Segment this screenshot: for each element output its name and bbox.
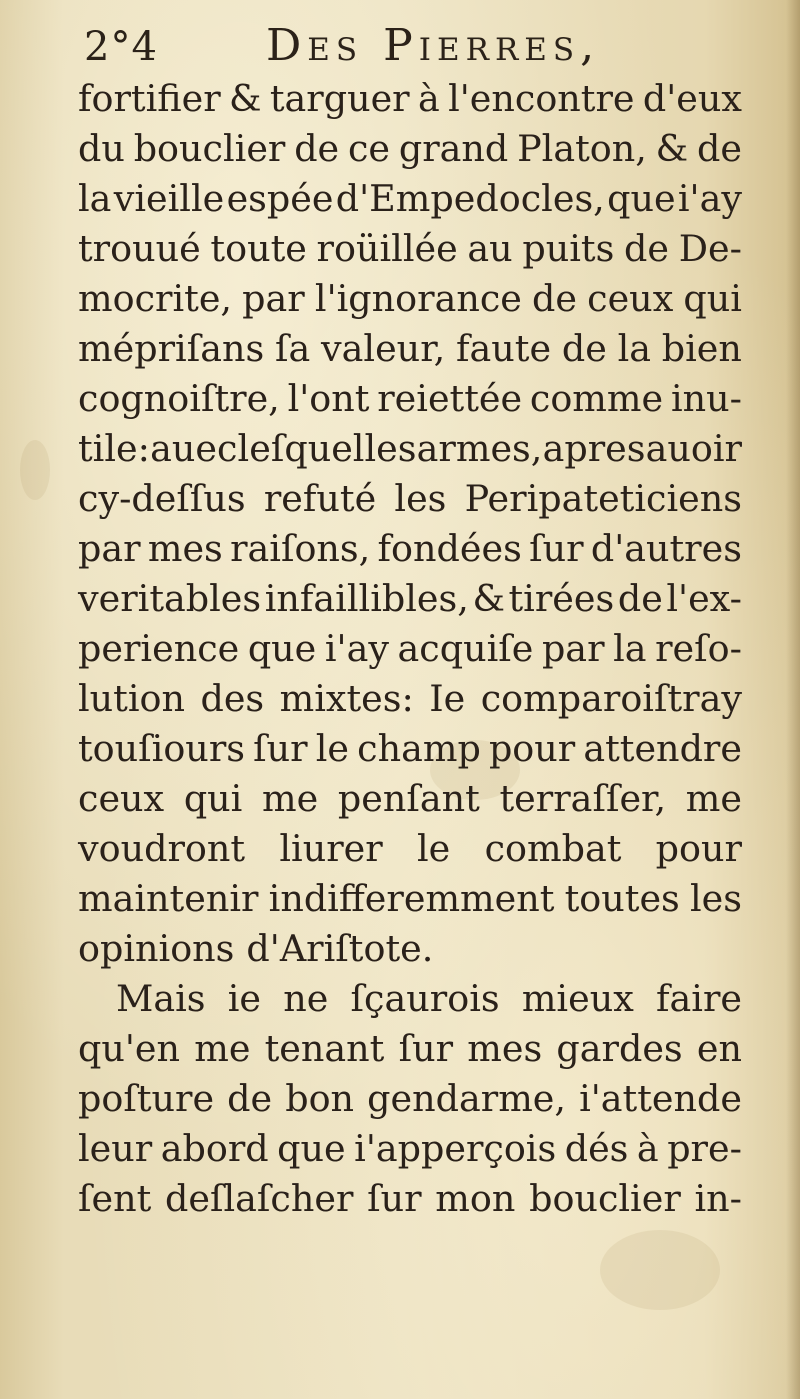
word: à [636,1127,659,1170]
word: mocrite, [78,277,233,320]
word: Ie [429,677,466,720]
word: tile: [78,427,150,470]
word: ne [283,977,329,1020]
word: champ [357,727,481,770]
word: bouclier [529,1177,681,1220]
word: opinions [78,927,235,970]
word: deſlaſcher [165,1177,354,1220]
text-line [78,524,742,574]
word: pour [655,827,742,870]
word: que [607,177,676,220]
word: veritables [78,577,262,620]
text-line [78,74,742,124]
word: Mais [116,977,206,1020]
text-line [78,474,742,524]
text-line [78,124,742,174]
word: touſiours [78,727,245,770]
word: trouué [78,227,201,270]
word: des [200,677,265,720]
word: me [262,777,319,820]
word: toute [210,227,307,270]
word: de [624,227,670,270]
word: attendre [583,727,742,770]
word: maintenir [78,877,259,920]
word: par [78,527,141,570]
word: l'ex- [666,577,742,620]
text-line [78,874,742,924]
word: bon [285,1077,355,1120]
word: acquiſe [397,627,534,670]
word: perience [78,627,240,670]
word: auoir [645,427,742,470]
word: mépriſans [78,327,265,370]
word: voudront [78,827,246,870]
page-edge-shadow [786,0,800,1399]
word: raiſons, [230,527,371,570]
word: liurer [279,827,383,870]
word: par [541,627,605,670]
word: combat [484,827,622,870]
word: mieux [521,977,634,1020]
word: qu'en [78,1027,181,1070]
word: ce [347,127,391,170]
running-head: Des Pierres, [266,20,601,71]
word: tirées [508,577,615,620]
word: i'attende [579,1077,742,1120]
word: terraſſer, [499,777,667,820]
word: inu- [670,377,742,420]
word: mixtes: [279,677,414,720]
word: de [617,577,663,620]
word: pre- [667,1127,742,1170]
word: dés [564,1127,629,1170]
word: de [227,1077,273,1120]
word: faire [656,977,742,1020]
word: mes [467,1027,543,1070]
word: ſçaurois [350,977,500,1020]
word: les [394,477,447,520]
word: targuer [269,77,410,120]
word: lution [78,677,186,720]
word: la [78,177,112,220]
word: De- [678,227,742,270]
text-line [78,224,742,274]
word: fondées [377,527,522,570]
word: qui [683,277,742,320]
text-line [78,574,742,624]
word: la [617,327,651,370]
word: d'Empedocles, [335,177,605,220]
word: fortifier [78,77,221,120]
word: l'encontre [448,77,635,120]
word: leſquelles [237,427,417,470]
word: puits [522,227,615,270]
text-line [78,624,742,674]
word: i'ay [324,627,389,670]
word: Peripateticiens [464,477,742,520]
text-line [78,724,742,774]
word: d'Ariſtote. [246,927,434,970]
word: reſo- [655,627,742,670]
word: tenant [264,1027,385,1070]
word: ſur [367,1177,422,1220]
word: qui [183,777,243,820]
word: de [561,327,607,370]
text-line [78,274,742,324]
word: que [247,627,317,670]
word: ceux [78,777,165,820]
word: de [532,277,577,320]
text-line [78,1024,742,1074]
word: toutes [564,877,680,920]
text-line [78,1174,742,1224]
word: cy-deſſus [78,477,246,520]
word: comme [529,377,664,420]
text-block [78,74,742,1224]
text-line [78,824,742,874]
word: par [242,277,305,320]
word: Platon, [517,127,647,170]
word: en [696,1027,742,1070]
text-line [78,424,742,474]
word: la [613,627,647,670]
word: mon [435,1177,516,1220]
word: indifferemment [268,877,555,920]
word: abord [160,1127,269,1170]
word: leur [78,1127,153,1170]
word: poſture [78,1077,215,1120]
word: mes [147,527,223,570]
word: bien [661,327,742,370]
word: valeur, [321,327,446,370]
word: roüillée [316,227,458,270]
word: gardes [556,1027,683,1070]
text-line [78,174,742,224]
word: espée [226,177,334,220]
paper-stain [20,440,50,500]
word: comparoiſtray [480,677,742,720]
word: de [696,127,742,170]
text-line [78,374,742,424]
word: apres [542,427,646,470]
word: pour [488,727,576,770]
word: vieille [113,177,225,220]
word: ceux [587,277,674,320]
word: le [417,827,451,870]
word: & [655,127,689,170]
word: à [417,77,440,120]
word: ie [227,977,262,1020]
word: les [689,877,742,920]
word: du [78,127,125,170]
word: grand [398,127,509,170]
word: me [194,1027,251,1070]
word: i'apperçois [354,1127,557,1170]
word: & [472,577,505,620]
word: le [315,727,349,770]
word: cognoiſtre, [78,377,280,420]
word: d'autres [590,527,742,570]
word: l'ignorance [314,277,522,320]
word: i'ay [677,177,742,220]
word: faute [456,327,552,370]
text-line [78,774,742,824]
word: ſent [78,1177,152,1220]
word: penſant [337,777,480,820]
text-line [78,324,742,374]
word: armes, [416,427,543,470]
word: & [229,77,262,120]
word: refuté [263,477,377,520]
word: ſa [274,327,311,370]
word: gendarme, [367,1077,567,1120]
text-line [78,1124,742,1174]
word: ſur [398,1027,454,1070]
word: infaillibles, [264,577,469,620]
text-line [78,674,742,724]
word: l'ont [287,377,370,420]
word: bouclier [133,127,286,170]
word: ſur [253,727,308,770]
word: reiettée [377,377,523,420]
text-line [78,974,742,1024]
text-line [78,1074,742,1124]
text-line [78,924,742,974]
word: que [277,1127,346,1170]
word: d'eux [642,77,742,120]
word: au [467,227,513,270]
word: ſur [529,527,584,570]
page-number: 2°4 [84,24,158,70]
word: in- [694,1177,742,1220]
page-header [84,20,704,82]
word: me [685,777,742,820]
word: de [294,127,340,170]
paper-stain [600,1230,720,1310]
word: auec [150,427,238,470]
